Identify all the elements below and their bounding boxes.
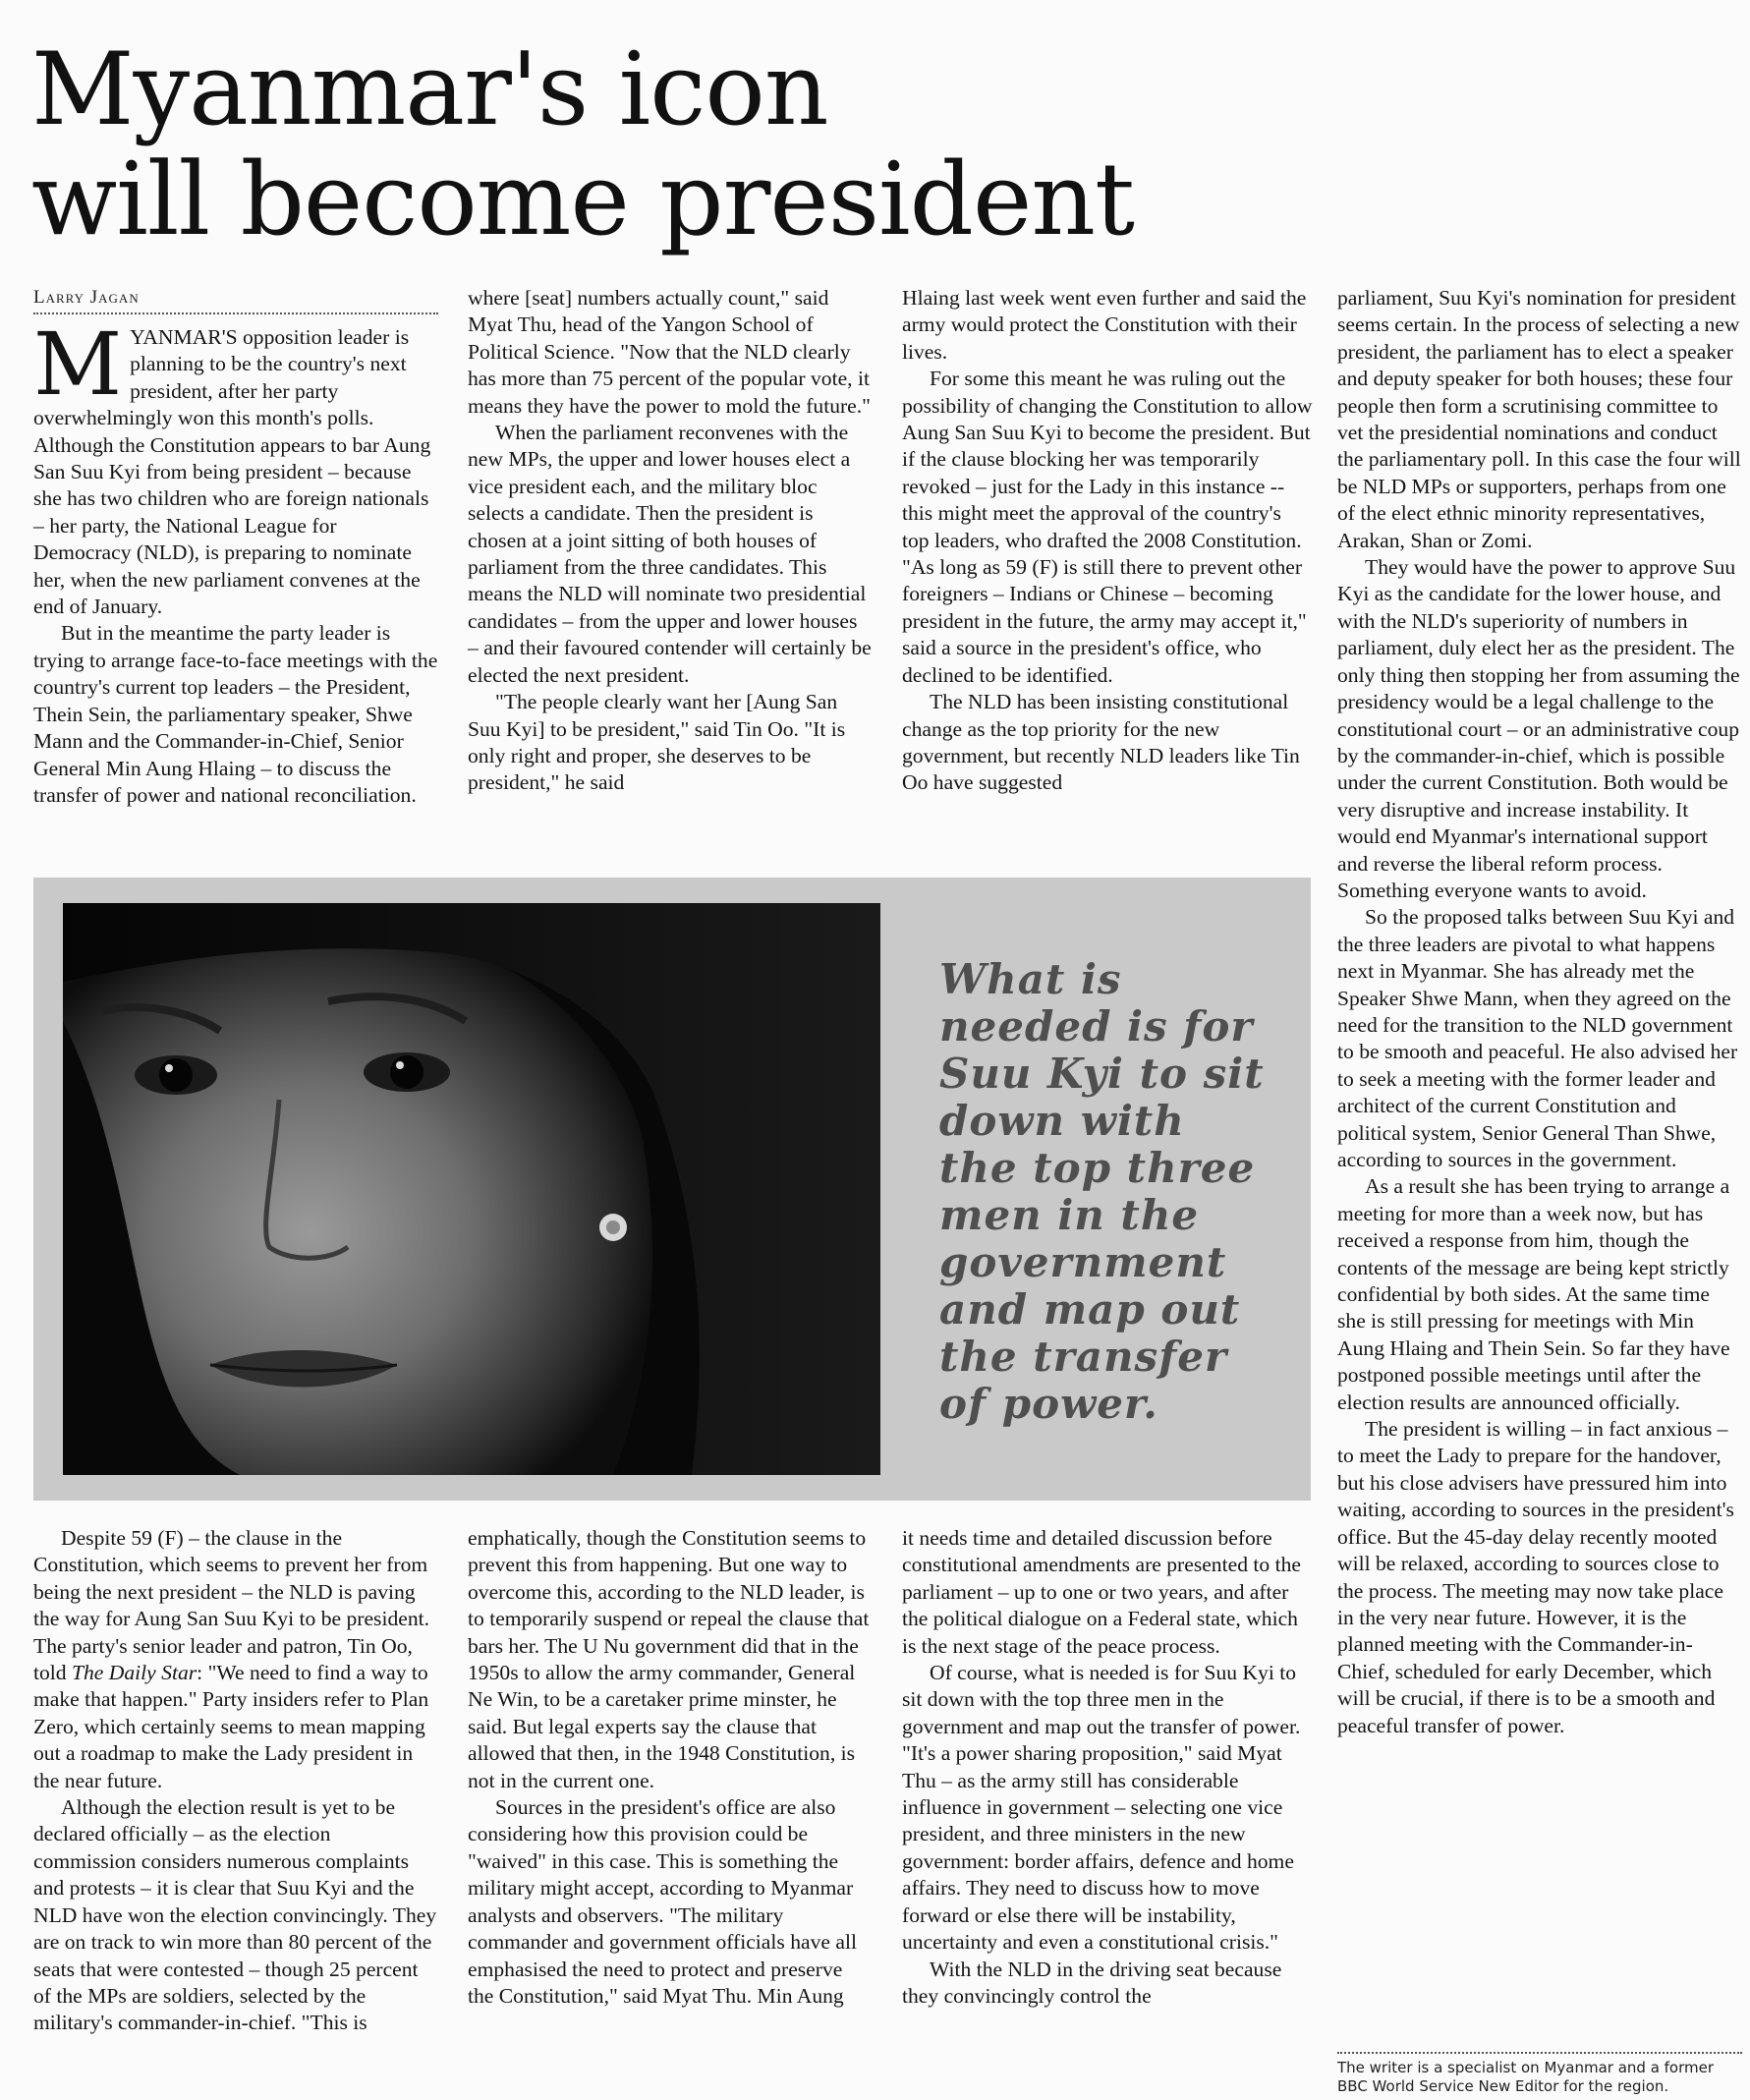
- byline: [33, 287, 438, 314]
- column-3-bottom: [902, 1525, 1313, 2010]
- paragraph: For some this meant he was ruling out the possibility of changing the Constitution to allow Aung San Suu Kyi to become the president. But if the clause blocking her was temporarily revoked – just for the Lady in this instance -- this might meet the approval of the country's top leaders, who drafted the 2008 Constitution. "As long as 59 (F) is still there to prevent other foreigners – Indians or Chinese – becoming president in the future, the army may accept it," said a source in the president's office, who declined to be identified.: [902, 367, 1313, 687]
- paragraph: When the parliament reconvenes with the new MPs, the upper and lower houses elect a vice president each, and the military bloc selects a candidate. Then the president is chosen at a joint sitting of both houses of parliament from the three candidates. This means the NLD will nominate two presidential candidates – from the upper and lower houses – and their favoured contender will certainly be elected the next president.: [468, 421, 872, 687]
- paragraph: With the NLD in the driving seat because they convincingly control the: [902, 1957, 1282, 2008]
- paragraph: Although the election result is yet to be declared officially – as the election commission considers numerous complaints and protests – it is clear that Suu Kyi and the NLD have won the election convincingly. They are on track to win more than 80 percent of the seats that were contested – though 25 percent of the MPs are soldiers, selected by the military's commander-in-chief. "This is: [33, 1795, 437, 2035]
- paragraph: The NLD has been insisting constitutional change as the top priority for the new government, but recently NLD leaders like Tin Oo have suggested: [902, 690, 1300, 795]
- paragraph: Hlaing last week went even further and said the army would protect the Constitution with their lives.: [902, 286, 1307, 364]
- paragraph: where [seat] numbers actually count," said Myat Thu, head of the Yangon School of Political Science. "Now that the NLD clearly has more than 75 percent of the popular vote, it means they have the power to mold the future.": [468, 286, 871, 418]
- paragraph: "The people clearly want her [Aung San Suu Kyi] to be president," said Tin Oo. "It is only right and proper, she deserves to be president," he said: [468, 690, 846, 795]
- newspaper-name: The Daily Star: [72, 1661, 198, 1685]
- byline-author: Larry Jagan: [33, 287, 140, 308]
- paragraph: parliament, Suu Kyi's nomination for president seems certain. In the process of selecting a new president, the parliament has to elect a speaker and deputy speaker for both houses; these four people then form a scrutinising committee to vet the presidential nominations and conduct the parliamentary poll. In this case the four will be NLD MPs or supporters, perhaps from one of the elect ethnic minority representatives, Arakan, Shan or Zomi.: [1337, 286, 1741, 552]
- headline: [31, 31, 1309, 258]
- paragraph-text: YANMAR'S opposition leader is planning to be the country's next president, after her party overwhelmingly won this month's polls. Although the Constitution appears to bar Aung San Suu Kyi from being president – because she has two children who are foreign nationals – her party, the National League for Democracy (NLD), is preparing to nominate her, when the new parliament convenes at the end of January.: [33, 325, 431, 619]
- paragraph: Despite 59 (F) – the clause in the Constitution, which seems to prevent her from being the next president – the NLD is paving the way for Aung San Suu Kyi to be president. The party's senior leader and patron, Tin Oo, told The Daily Star: "We need to find a way to make that happen." Party insiders refer to Plan Zero, which certainly seems to mean mapping out a roadmap to make the Lady president in the near future.: [33, 1526, 430, 1792]
- paragraph: Sources in the president's office are also considering how this provision could be "waived" in this case. This is something the military might accept, according to Myanmar analysts and observers. "The military commander and government officials have all emphasised the need to protect and preserve the Constitution," said Myat Thu. Min Aung: [468, 1795, 857, 2008]
- column-1-bottom: [33, 1525, 438, 2037]
- author-note: The writer is a specialist on Myanmar and a former BBC World Service New Editor for the region.: [1337, 2059, 1715, 2095]
- column-2-top: [468, 285, 873, 797]
- headline-line-1: Myanmar's icon: [31, 31, 828, 148]
- column-3-top: [902, 285, 1313, 797]
- paragraph: [33, 313, 438, 620]
- drop-cap: M: [33, 313, 123, 415]
- paragraph: They would have the power to approve Suu Kyi as the candidate for the lower house, and with the NLD's superiority of numbers in parliament, duly elect her as the president. The only thing then stopping her from assuming the presidency would be a legal challenge to the constitutional court – or an administrative coup by the commander-in-chief, which is possible under the current Constitution. Both would be very disruptive and increase instability. It would end Myanmar's international support and reverse the liberal reform process. Something everyone wants to avoid.: [1337, 555, 1740, 902]
- paragraph: The president is willing – in fact anxious – to meet the Lady to prepare for the handover, but his close advisers have pressured him into waiting, according to sources in the president's office. But the 45-day delay recently mooted will be relaxed, according to sources close to the process. The meeting may now take place in the very near future. However, it is the planned meeting with the Commander-in-Chief, scheduled for early December, which will be crucial, if there is to be a smooth and peaceful transfer of power.: [1337, 1417, 1734, 1737]
- photo-panel: [33, 878, 1311, 1501]
- footnote-divider: [1337, 2052, 1742, 2054]
- paragraph: it needs time and detailed discussion before constitutional amendments are presented to the parliament – up to one or two years, and after the political dialogue on a Federal state, which is the next stage of the peace process.: [902, 1526, 1301, 1658]
- paragraph: But in the meantime the party leader is trying to arrange face-to-face meetings with the country's current top leaders – the President, Thein Sein, the parliamentary speaker, Shwe Mann and the Commander-in-Chief, Senior General Min Aung Hlaing – to discuss the transfer of power and national reconciliation.: [33, 621, 438, 807]
- portrait-illustration: [63, 903, 880, 1475]
- paragraph: So the proposed talks between Suu Kyi and the three leaders are pivotal to what happens next in Myanmar. She has already met the Speaker Shwe Mann, when they agreed on the need for the transition to the NLD government to be smooth and peaceful. He also advised her to seek a meeting with the former leader and architect of the current Constitution and political system, Senior General Than Shwe, according to sources in the government.: [1337, 905, 1738, 1171]
- pull-quote: What is needed is for Suu Kyi to sit down with the top three men in the government and map out the transfer of power.: [939, 955, 1265, 1428]
- paragraph: Of course, what is needed is for Suu Kyi to sit down with the top three men in the government and map out the transfer of power. "It's a power sharing proposition," said Myat Thu – as the army still has considerable influence in government – selecting one vice president, and three ministers in the new government: border affairs, defence and home affairs. They need to discuss how to move forward or else there will be instability, uncertainty and even a constitutional crisis.": [902, 1661, 1301, 1955]
- paragraph: emphatically, though the Constitution seems to prevent this from happening. But one way to overcome this, according to the NLD leader, is to temporarily suspend or repeal the clause that bars her. The U Nu government did that in the 1950s to allow the army commander, General Ne Win, to be a caretaker prime minster, he said. But legal experts say the clause that allowed that then, in the 1948 Constitution, is not in the current one.: [468, 1526, 870, 1792]
- portrait-photo: [63, 903, 880, 1475]
- column-1-top: [33, 313, 438, 809]
- headline-line-2: will become president: [31, 142, 1135, 258]
- column-4: [1337, 285, 1742, 1739]
- paragraph: As a result she has been trying to arrange a meeting for more than a week now, but has received a response from him, though the contents of the message are being kept strictly confidential by both sides. At the same time she is still pressing for meetings with Min Aung Hlaing and Thein Sein. So far they have postponed possible meetings until after the election results are announced officially.: [1337, 1174, 1730, 1414]
- column-2-bottom: [468, 1525, 873, 2010]
